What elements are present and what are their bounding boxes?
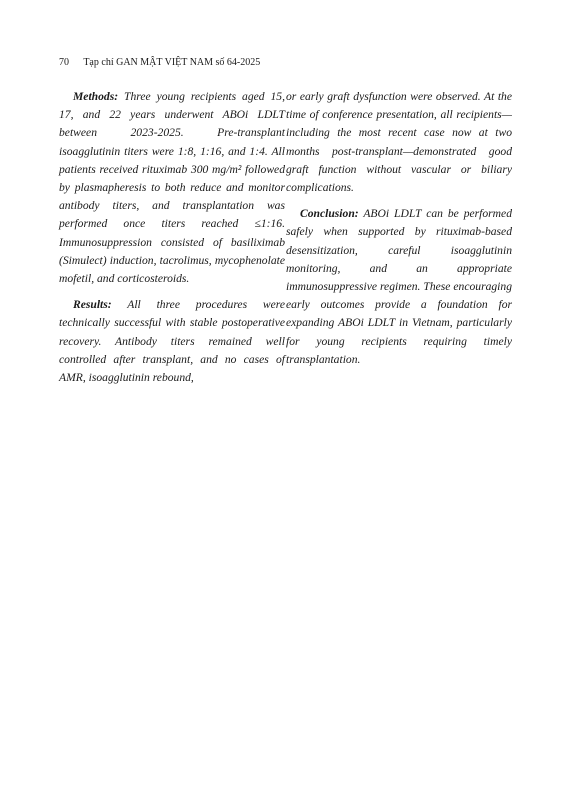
methods-text: Three young recipients aged 15, 17, and 22 years underwent ABOi LDLT between 2023-2025. Pre-transplant isoagglutinin titers were 1:8, 1:16, and 1:4. All patients received rituximab 300 mg/m² followed by plasmapheresis to both reduce and monitor antibody titers, and transplantation was performed once titers reached ≤1:16. Immunosuppression consisted of basiliximab (Simulect) induction, tacrolimus, mycophenolate mofetil, and corticosteroids. — [59, 90, 285, 286]
methods-paragraph — [59, 88, 285, 288]
results-continuation: or early graft dysfunction were observed. At the time of conference presentation, all recipients—including the most recent case now at two months post-transplant—demonstrated good graft function without vascular or biliary complications. — [286, 90, 512, 195]
journal-title: Tạp chí GAN MẬT VIỆT NAM số 64-2025 — [83, 57, 261, 68]
methods-label: Methods: — [73, 90, 119, 103]
right-column — [286, 88, 512, 377]
results-text: All three procedures were technically successful with stable postoperative recovery. Antibody titers remained well controlled after transplant, and no cases of AMR, isoagglutinin rebound, — [59, 298, 285, 385]
conclusion-paragraph — [286, 205, 512, 369]
conclusion-label: Conclusion: — [300, 207, 359, 221]
page-number: 70 — [59, 57, 69, 68]
left-column — [59, 88, 285, 395]
conclusion-text: ABOi LDLT can be performed safely when supported by rituximab-based desensitization, careful isoagglutinin monitoring, and an appropriate immunosuppressive regimen. These encouraging early outcomes provide a foundation for expanding ABOi LDLT in Vietnam, particularly for young recipients requiring timely transplantation. — [286, 207, 512, 366]
running-header — [59, 57, 260, 68]
results-paragraph — [59, 296, 285, 387]
results-label: Results: — [73, 298, 112, 312]
